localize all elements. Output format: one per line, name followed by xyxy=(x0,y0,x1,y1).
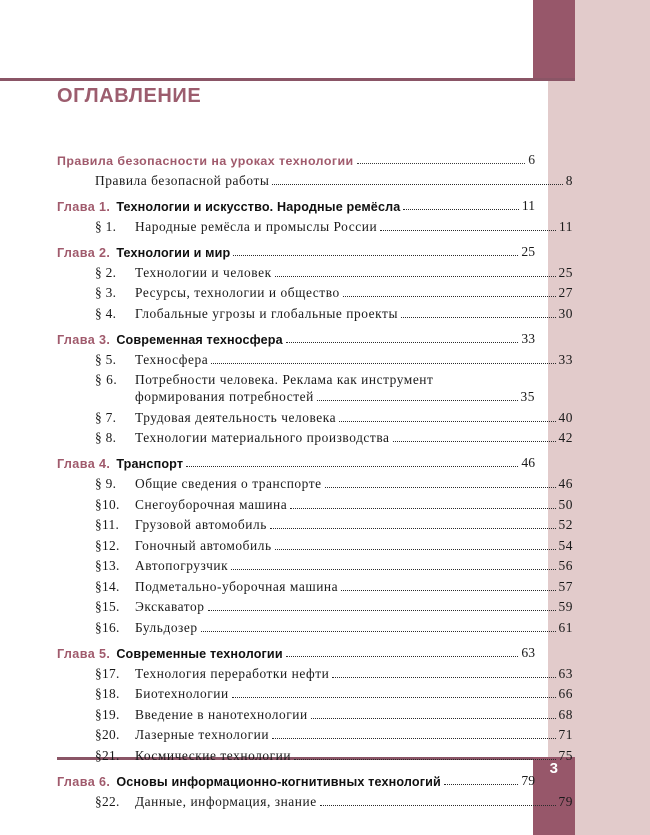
dot-leader xyxy=(311,717,556,719)
chapter-title: Основы информационно-когнитивных технологий xyxy=(116,774,441,789)
entry-page-number: 61 xyxy=(558,619,573,635)
toc-entry-section[interactable] xyxy=(57,410,573,426)
chapter-label: Глава 5. xyxy=(57,646,111,661)
page-number: 3 xyxy=(549,760,559,777)
entry-title: Правила безопасной работы xyxy=(95,172,270,188)
entry-page-number: 63 xyxy=(558,665,573,681)
dot-leader xyxy=(339,420,555,422)
toc-entry-section[interactable] xyxy=(57,686,573,702)
toc-entry-section[interactable] xyxy=(57,476,573,492)
section-number: § 8. xyxy=(95,430,117,445)
toc-entry-section[interactable] xyxy=(57,707,573,723)
dot-leader xyxy=(332,676,555,678)
dot-leader xyxy=(357,162,526,164)
entry-page-number: 42 xyxy=(558,430,573,445)
entry-title: Правила безопасности на уроках технологии xyxy=(57,154,354,168)
dot-leader xyxy=(444,783,519,785)
toc-entry-section[interactable] xyxy=(57,306,573,322)
dot-leader xyxy=(380,229,556,231)
dot-leader xyxy=(286,341,519,343)
header-rule xyxy=(0,78,575,81)
toc-entry-section[interactable] xyxy=(57,352,573,368)
section-title: Грузовой автомобиль xyxy=(135,517,267,532)
toc-entry-section[interactable] xyxy=(57,372,535,405)
dot-leader xyxy=(341,589,555,591)
entry-page-number: 40 xyxy=(558,409,573,425)
chapter-label: Глава 3. xyxy=(57,332,111,347)
section-number: §17. xyxy=(95,665,120,681)
dot-leader xyxy=(325,486,556,488)
entry-page-number: 25 xyxy=(558,264,573,280)
section-number: § 9. xyxy=(95,476,117,491)
toc-entry-chapter[interactable] xyxy=(57,645,535,661)
entry-page-number: 11 xyxy=(559,218,573,234)
section-number: §20. xyxy=(95,727,120,742)
dot-leader xyxy=(232,696,556,698)
section-title: Технология переработки нефти xyxy=(135,665,330,681)
section-number: § 3. xyxy=(95,285,117,300)
top-corner-marker xyxy=(533,0,575,79)
section-number: §10. xyxy=(95,496,120,512)
chapter-title: Транспорт xyxy=(116,457,184,471)
chapter-label: Глава 1. xyxy=(57,199,111,214)
entry-page-number: 54 xyxy=(558,537,573,553)
entry-page-number: 75 xyxy=(558,747,573,763)
dot-leader xyxy=(233,254,518,256)
toc-entry-chapter[interactable] xyxy=(57,455,535,471)
chapter-title: Современная техносфера xyxy=(116,332,283,347)
toc-entry-subitem[interactable] xyxy=(57,173,573,189)
toc-entry-section[interactable] xyxy=(57,538,573,554)
section-title: Глобальные угрозы и глобальные проекты xyxy=(135,305,399,321)
entry-page-number: 6 xyxy=(528,152,535,167)
dot-leader xyxy=(272,737,555,739)
section-title: Общие сведения о транспорте xyxy=(135,476,322,491)
dot-leader xyxy=(272,183,562,185)
toc-entry-section[interactable] xyxy=(57,748,573,764)
section-number: § 2. xyxy=(95,264,117,280)
entry-page-number: 33 xyxy=(558,351,573,367)
entry-page-number: 11 xyxy=(521,197,535,213)
dot-leader xyxy=(186,465,518,467)
entry-page-number: 66 xyxy=(558,686,573,701)
dot-leader xyxy=(201,630,556,632)
dot-leader xyxy=(290,507,555,509)
dot-leader xyxy=(270,527,556,529)
chapter-title: Современные технологии xyxy=(116,646,283,661)
dot-leader xyxy=(286,655,519,657)
dot-leader xyxy=(208,609,556,611)
section-number: § 7. xyxy=(95,409,117,425)
toc-entry-section[interactable] xyxy=(57,219,573,235)
entry-page-number: 35 xyxy=(520,389,535,404)
dot-leader xyxy=(320,804,556,806)
chapter-title: Технологии и искусство. Народные ремёсла xyxy=(116,199,401,214)
toc-entry-chapter[interactable] xyxy=(57,244,535,260)
section-number: §13. xyxy=(95,558,120,573)
dot-leader xyxy=(401,316,555,318)
section-number: §14. xyxy=(95,578,120,594)
section-title: Экскаватор xyxy=(135,599,205,614)
entry-page-number: 79 xyxy=(521,772,535,788)
section-title: Гоночный автомобиль xyxy=(135,537,272,553)
section-title: Ресурсы, технологии и общество xyxy=(135,285,340,300)
toc-entry-section[interactable] xyxy=(57,599,573,615)
section-title: Подметально-уборочная машина xyxy=(135,578,339,594)
toc-entry-section[interactable] xyxy=(57,620,573,636)
section-number: §19. xyxy=(95,706,120,722)
entry-page-number: 46 xyxy=(521,455,535,470)
entry-page-number: 68 xyxy=(558,706,573,722)
section-number: §18. xyxy=(95,686,120,701)
section-number: § 5. xyxy=(95,351,117,367)
section-title-continued: формирования потребностей xyxy=(135,389,314,404)
section-number: § 4. xyxy=(95,305,117,321)
entry-page-number: 57 xyxy=(558,578,573,594)
page-title: ОГЛАВЛЕНИЕ xyxy=(57,85,202,107)
toc-entry-section[interactable] xyxy=(57,430,573,446)
section-title: Трудовая деятельность человека xyxy=(135,409,337,425)
toc-entry-chapter[interactable] xyxy=(57,198,535,214)
right-margin-panel-top xyxy=(575,0,650,78)
section-title: Техносфера xyxy=(135,351,209,367)
toc-entry-frontmatter[interactable] xyxy=(57,152,535,168)
entry-page-number: 33 xyxy=(521,330,535,346)
entry-page-number: 52 xyxy=(558,517,573,532)
dot-leader xyxy=(343,295,556,297)
section-title: Технологии материального производства xyxy=(135,430,390,445)
dot-leader xyxy=(211,362,555,364)
dot-leader xyxy=(294,758,555,760)
toc-entry-section[interactable] xyxy=(57,285,573,301)
dot-leader xyxy=(317,399,518,401)
entry-page-number: 8 xyxy=(565,172,573,188)
chapter-label: Глава 6. xyxy=(57,774,111,789)
section-title: Биотехнологии xyxy=(135,686,229,701)
dot-leader xyxy=(231,568,555,570)
toc-entry-section[interactable] xyxy=(57,517,573,533)
section-title: Технологии и человек xyxy=(135,264,272,280)
toc-entry-section[interactable] xyxy=(57,794,573,810)
section-number: §12. xyxy=(95,537,120,553)
toc-entry-list xyxy=(57,152,573,810)
toc-entry-section[interactable] xyxy=(57,579,573,595)
section-title: Потребности человека. Реклама как инструмент xyxy=(135,372,434,387)
entry-page-number: 79 xyxy=(558,793,573,809)
entry-page-number: 27 xyxy=(558,285,573,300)
toc-entry-chapter[interactable] xyxy=(57,773,535,789)
chapter-label: Глава 4. xyxy=(57,457,111,471)
entry-page-number: 59 xyxy=(558,599,573,614)
dot-leader xyxy=(403,208,518,210)
section-title: Бульдозер xyxy=(135,619,198,635)
table-of-contents xyxy=(57,85,573,814)
section-number: §21. xyxy=(95,747,120,763)
section-number: §11. xyxy=(95,517,120,532)
entry-page-number: 30 xyxy=(558,305,573,321)
toc-entry-section[interactable] xyxy=(57,265,573,281)
section-title: Лазерные технологии xyxy=(135,727,270,742)
entry-page-number: 56 xyxy=(558,558,573,573)
entry-page-number: 46 xyxy=(558,476,573,491)
entry-page-number: 63 xyxy=(521,644,535,660)
toc-entry-section[interactable] xyxy=(57,558,573,574)
dot-leader xyxy=(393,440,556,442)
section-title: Введение в нанотехнологии xyxy=(135,706,308,722)
dot-leader xyxy=(275,275,556,277)
chapter-title: Технологии и мир xyxy=(116,245,231,260)
toc-entry-section[interactable] xyxy=(57,666,573,682)
chapter-label: Глава 2. xyxy=(57,245,111,260)
section-title: Автопогрузчик xyxy=(135,558,229,573)
toc-entry-section[interactable] xyxy=(57,497,573,513)
entry-page-number: 71 xyxy=(558,727,573,742)
dot-leader xyxy=(275,548,556,550)
entry-page-number: 50 xyxy=(558,496,573,512)
section-number: §22. xyxy=(95,793,120,809)
section-number: § 1. xyxy=(95,218,117,234)
section-number: § 6. xyxy=(95,372,118,387)
toc-entry-section[interactable] xyxy=(57,727,573,743)
section-title: Космические технологии xyxy=(135,747,292,763)
section-title: Данные, информация, знание xyxy=(135,793,317,809)
toc-entry-chapter[interactable] xyxy=(57,331,535,347)
section-number: §16. xyxy=(95,619,120,635)
section-title: Народные ремёсла и промыслы России xyxy=(135,218,378,234)
section-title: Снегоуборочная машина xyxy=(135,496,288,512)
section-number: §15. xyxy=(95,599,120,614)
entry-page-number: 25 xyxy=(521,243,535,259)
